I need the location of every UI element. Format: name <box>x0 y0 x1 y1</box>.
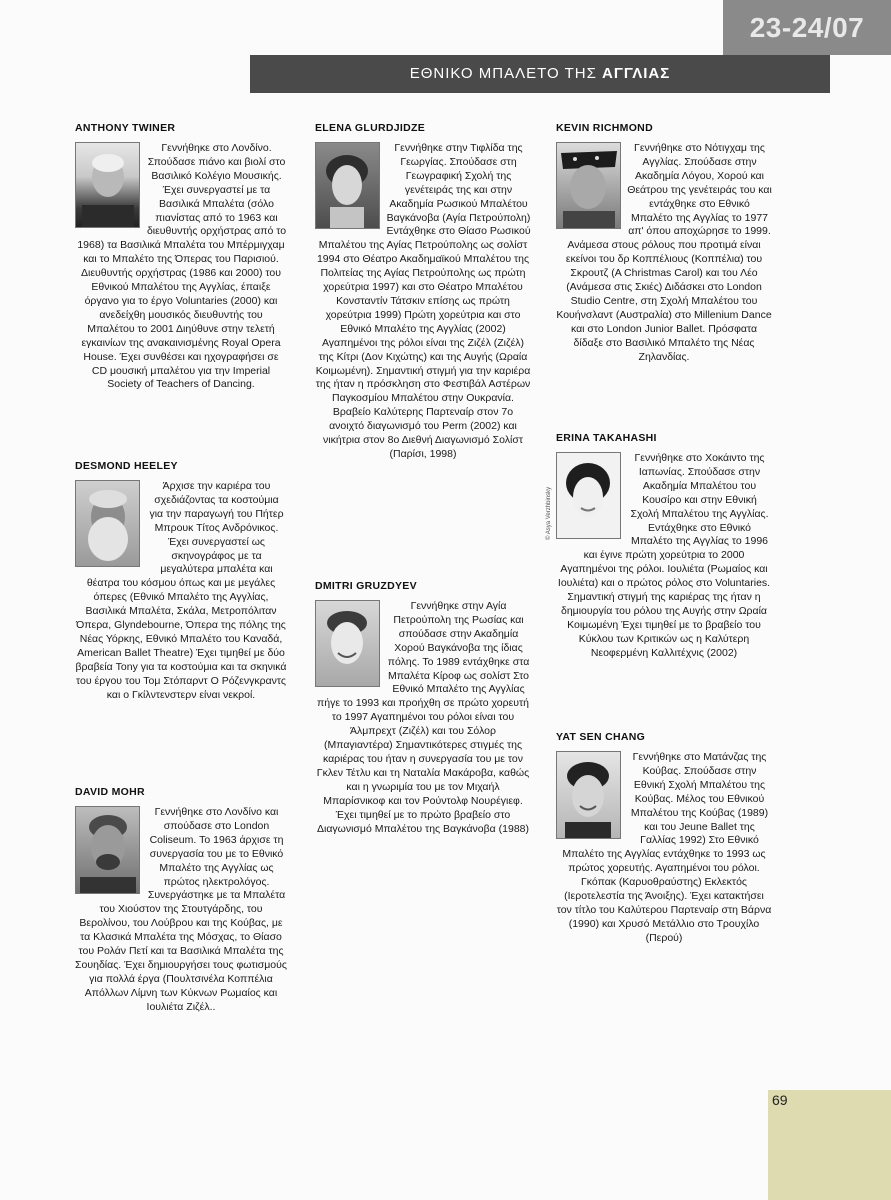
portrait-photo <box>556 452 621 539</box>
bio-text: Γεννήθηκε στο Νότιγχαμ της Αγγλίας. Σπούδασε στην Ακαδημία Λόγου, Χορού και Θεάτρου της γενέτειράς του και εντάχθηκε στο Εθνικό Μπαλέτο της Αγγλίας το 1977 απ' όπου αποχώρησε το 1999. Ανάμεσα στους ρόλους που προτιμά είναι εκείνοι του δρ Κοππέλιους (Κοππέλια) του Σκρουτζ (A Christmas Carol) και του Λέο (Ανάμεσα στις Σκιές) Διδάσκει στο London Studio Centre, στη Σχολή Μπαλέτου του Κουήνσλαντ (Αυστραλία) στο Millenium Dance και στο London Junior Ballet. Πρόσφατα δίδαξε στο Βασιλικό Μπαλέτο της Νέας Ζηλανδίας. <box>556 142 772 363</box>
bio-david-mohr <box>75 786 287 1015</box>
portrait-photo <box>315 142 380 229</box>
bio-text: Γεννήθηκε στην Τιφλίδα της Γεωργίας. Σπούδασε στη Γεωγραφική Σχολή της γενέτειράς της και στην Ακαδημία Ρωσικού Μπαλέτου Βαγκάνοβα (Αγία Πετρούπολη) Εντάχθηκε στο Θίασο Ρωσικού Μπαλέτου της Αγίας Πετρούπολης ως σολίστ 1994 στο Θέατρο Ακαδημαϊκού Μπαλέτου της Πολιτείας της Αγίας Πετρούπολης ως πρώτη χορεύτρια 1997) και στο Θέατρο Μπαλέτου Κονσταντίν Τάτσκιν επίσης ως πρώτη χορεύτρια 1999) Πρώτη χορεύτρια και στο Εθνικό Μπαλέτο της Αγγλίας (2002) Αγαπημένοι της ρόλοι είναι της Ζιζέλ (Ζιζέλ) της Κίτρι (Δον Κιχώτης) και της Αυγής (Ωραία Κοιμωμένη). Σημαντική στιγμή για την καριέρα της ήταν η πρόσκληση στο Φεστιβάλ Αστέρων Παγκοσμίου Μπαλέτου στην Ουκρανία. Βραβείο Καλύτερης Παρτεναίρ στον 7ο ανοιχτό διαγωνισμό του Perm (2002) και νικήτρια στον 8ο Διεθνή Διαγωνισμό Σολίστ (Παρίσι, 1998) <box>315 142 531 460</box>
portrait-photo <box>75 806 140 894</box>
bio-erina-takahashi <box>556 432 772 661</box>
photo-credit: © Asya Verzhbinsky <box>546 486 552 540</box>
portrait-photo <box>556 142 621 229</box>
bio-text: Γεννήθηκε στο Χοκάιντο της Ιαπωνίας. Σπούδασε στην Ακαδημία Μπαλέτου του Κουσίρο και στην Εθνική Σχολή Μπαλέτου της Αγγλίας. Εντάχθηκε στο Εθνικό Μπαλέτο της Αγγλίας το 1996 και έγινε πρώτη χορεύτρια το 2000 Αγαπημένοι της ρόλοι. Ιουλιέτα (Ρωμαίος και Ιουλιέτα) και ο πρώτος ρόλος στο Voluntaries. Σημαντική στιγμή της καριέρας της ήταν η δημιουργία του ρόλου της Αυγής στην Ωραία Κοιμωμένη Έχει τιμηθεί με το βραβείο του Κύκλου των Κριτικών ως η Καλύτερη Νεοφερμένη Καλλιτέχνις (2002) <box>557 452 771 659</box>
person-name: ANTHONY TWINER <box>75 122 176 134</box>
title-prefix: ΕΘΝΙΚΟ ΜΠΑΛΕΤΟ ΤΗΣ <box>409 65 603 82</box>
person-name: ELENA GLURDJIDZE <box>315 122 425 134</box>
bio-text: Άρχισε την καριέρα του σχεδιάζοντας τα κοστούμια για την παραγωγή του Πήτερ Μπρουκ Τίτος Ανδρόνικος. Έχει συνεργαστεί ως σκηνογράφος με τα μεγαλύτερα μπαλέτα και θέατρα του κόσμου όπως και με μεγάλες όπερες (Εθνικό Μπαλέτο της Αγγλίας, Βασιλικά Μπαλέτα, Σκάλα, Μετροπόλιταν Όπερα, Glyndebourne, Όπερα της πόλης της Νέας Υόρκης, Εθνικό Μπαλέτο του Καναδά, American Ballet Theatre) Έχει τιμηθεί με δύο βραβεία Tony για τα κοστούμια και τα σκηνικά του έργου του Τομ Στόπαρντ Ο Ρόζενγκραντς και ο Γκίλντενστερν είναι νεκροί. <box>75 480 287 701</box>
person-name: KEVIN RICHMOND <box>556 122 653 134</box>
person-name: DAVID MOHR <box>75 786 145 798</box>
bio-dmitri-gruzdyev <box>315 580 531 836</box>
bio-desmond-heeley <box>75 460 287 703</box>
title-bold: ΑΓΓΛΙΑΣ <box>602 65 671 82</box>
portrait-photo <box>75 142 140 228</box>
person-name: DESMOND HEELEY <box>75 460 178 472</box>
bio-elena-glurdjidze <box>315 122 531 462</box>
bio-text: Γεννήθηκε στο Λονδίνο και σπούδασε στο London Coliseum. Το 1963 άρχισε τη συνεργασία του με το Εθνικό Μπαλέτο της Αγγλίας ως πρώτος ηλεκτρολόγος. Συνεργάστηκε με τα Μπαλέτα του Χιούστον της Στουτγάρδης, του Βερολίνου, του Λούβρου και της Κούβας, με τα Κλασικά Μπαλέτα της Μόσχας, το Θίασο του Ρολάν Πετί και τα Βασιλικά Μπαλέτα της Σουηδίας. Έχει δημιουργήσει τους φωτισμούς για πολλά έργα (Πουλτσινέλα Κοππέλια Απόλλων Λίμνη των Κύκνων Ρωμαίος και Ιουλιέτα Ζιζέλ.. <box>75 806 287 1013</box>
page-title <box>250 55 830 93</box>
bio-yat-sen-chang <box>556 731 772 946</box>
bio-anthony-twiner <box>75 122 287 392</box>
portrait-photo <box>75 480 140 567</box>
issue-date: 23-24/07 <box>723 0 891 55</box>
person-name: DMITRI GRUZDYEV <box>315 580 417 592</box>
person-name: YAT SEN CHANG <box>556 731 646 743</box>
bio-text: Γεννήθηκε στο Λονδίνο. Σπούδασε πιάνο και βιολί στο Βασιλικό Κολέγιο Μουσικής. Έχει συνεργαστεί με τα Βασιλικά Μπαλέτα (σόλο πιανίστας από το 1963 και διευθυντής ορχήστρας από το 1968) τα Βασιλικά Μπαλέτα του Μπέρμιγχαμ και το Μπαλέτο της Όπερας του Παρισιού. Διευθυντής ορχήστρας (1986 και 2000) του Εθνικού Μπαλέτου της Αγγλίας, έπαιξε όργανο για το έργο Voluntaries (2000) και ανεδείχθη μουσικός διευθυντής του Μπαλέτου το 2001 Διηύθυνε στην τελετή εγκαινίων της ανακαινισμένης Royal Opera House. Έχει συνθέσει και ηχογραφήσει σε CD μουσική μπαλέτου για την Imperial Society of Teachers of Dancing. <box>77 142 287 391</box>
portrait-photo <box>556 751 621 839</box>
bio-text: Γεννήθηκε στο Ματάνζας της Κούβας. Σπούδασε στην Εθνική Σχολή Μπαλέτου της Κούβας. Μέλος του Εθνικού Μπαλέτου της Κούβας (1989) και του Jeune Ballet της Γαλλίας 1992) Στο Εθνικό Μπαλέτο της Αγγλίας εντάχθηκε το 1993 ως πρώτος χορευτής. Αγαπημένοι του ρόλοι. Γκόπακ (Καρυοθραύστης) Εκλεκτός (Ιεροτελεστία της Άνοιξης). Έχει κατακτήσει τον τίτλο του Καλύτερου Παρτεναίρ στη Βάρνα (1990) και Χρυσό Μετάλλιο στο Τρουχίλο (Περού) <box>556 751 772 944</box>
page-number: 69 <box>772 1092 788 1108</box>
portrait-photo <box>315 600 380 687</box>
person-name: ERINA TAKAHASHI <box>556 432 657 444</box>
bio-text: Γεννήθηκε στην Αγία Πετρούπολη της Ρωσίας και σπούδασε στην Ακαδημία Χορού Βαγκάνοβα της ίδιας πόλης. Το 1989 εντάχθηκε στα Μπαλέτα Κίροφ ως σολίστ Στο Εθνικό Μπαλέτο της Αγγλίας πήγε το 1993 και προήχθη σε πρώτο χορευτή το 1997 Αγαπημένοι του ρόλοι είναι του Άλμπρεχτ (Ζιζέλ) και του Σόλορ (Μπαγιαντέρα) Σημαντικότερες στιγμές της καριέρας του ήταν η συνεργασία του με τον Γκλεν Τέτλυ και τη Ναταλία Μακάροβα, καθώς και η γνωριμία του με τον Μιχαήλ Μπαρίσνικοφ και τον Ρούντολφ Νουρέγιεφ. Έχει τιμηθεί με το πρώτο βραβείο στο Διαγωνισμό Μπαλέτου της Βαγκάνοβα (1988) <box>316 600 530 835</box>
bio-kevin-richmond <box>556 122 772 365</box>
